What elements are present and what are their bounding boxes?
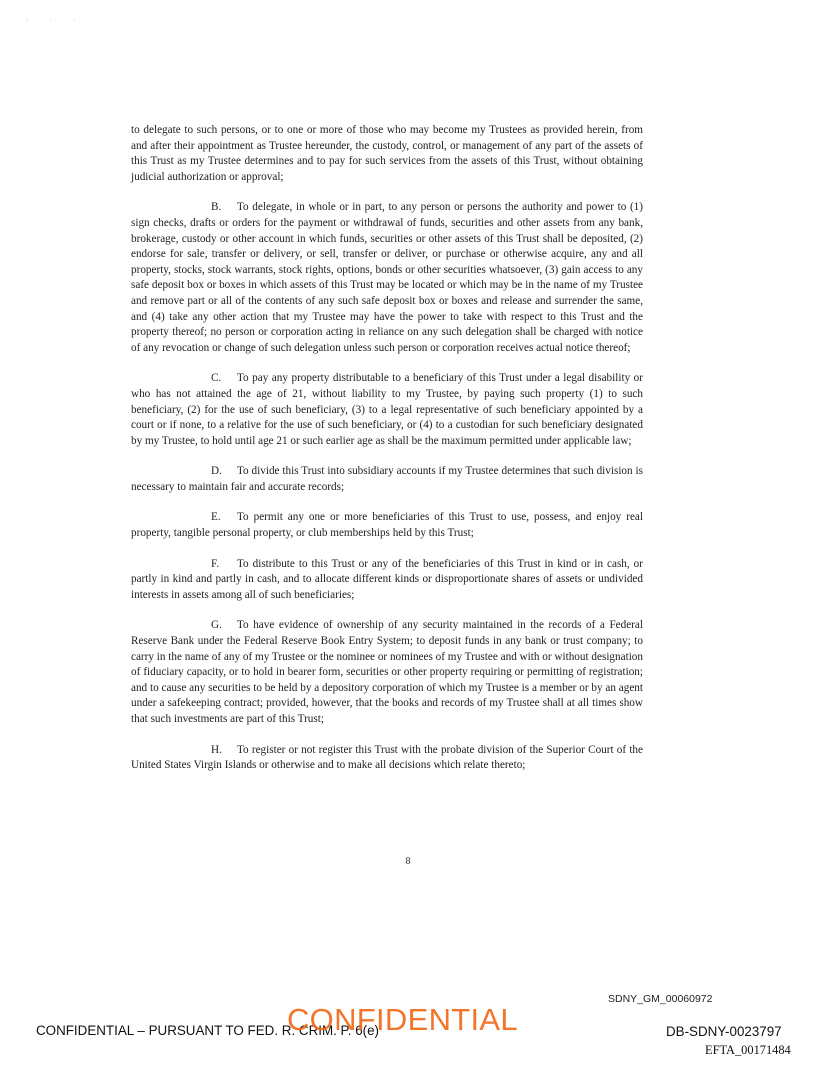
paragraph-e bbox=[131, 510, 643, 541]
paragraph-h bbox=[131, 743, 643, 774]
bates-number-right: DB-SDNY-0023797 bbox=[666, 1024, 782, 1039]
paragraph-b-label: B. bbox=[211, 201, 222, 214]
paragraph-b bbox=[131, 200, 643, 356]
paragraph-b-text: To delegate, in whole or in part, to any person or persons the authority and power to (1) sign checks, drafts or orders for the payment or withdrawal of funds, securities and other assets from any bank, brokerage, custody or other account in which funds, securities or other assets of this Trust shall be deposited, (2) endorse for sale, transfer or delivery, or sell, transfer or deliver, or purchase or otherwise acquire, any and all property, stocks, stock warrants, stock rights, options, bonds or other securities whatsoever, (3) gain access to any safe deposit box or boxes in which assets of this Trust may be located or which may be in the name of my Trustee and remove part or all of the contents of any such safe deposit box or boxes and release and surrender the same, and (4) take any other action that my Trustee may have the power to take with respect to this Trust and the property thereof; no person or corporation acting in reliance on any such delegation shall be charged with notice of any revocation or change of such delegation unless such person or corporation receives actual notice thereof; bbox=[131, 201, 643, 354]
scan-specks: : . . bbox=[26, 16, 86, 23]
paragraph-f bbox=[131, 557, 643, 604]
paragraph-f-text: To distribute to this Trust or any of the beneficiaries of this Trust in kind or in cash, or partly in kind and partly in cash, and to allocate different kinds or disproportionate shares of assets or undivided interests in assets among all of such beneficiaries; bbox=[131, 557, 643, 601]
paragraph-intro: to delegate to such persons, or to one or more of those who may become my Trustees as provided herein, from and after their appointment as Trustee hereunder, the custody, control, or management of any part of the assets of this Trust as my Trustee determines and to pay for such services from the assets of this Trust, without obtaining judicial authorization or approval; bbox=[131, 124, 643, 183]
paragraph-f-label: F. bbox=[211, 557, 220, 570]
paragraph-c bbox=[131, 371, 643, 449]
paragraph-g-text: To have evidence of ownership of any security maintained in the records of a Federal Reserve Bank under the Federal Reserve Book Entry System; to deposit funds in any bank or trust company; to carry in the name of any of my Trustee or the nominee or nominees of my Trustee and with or without designation of fiduciary capacity, or to hold in bearer form, securities or other property requiring or permitting of registration; and to cause any securities to be held by a depository corporation of which my Trustee is a member or by an agent under a safekeeping contract; provided, however, that the books and records of my Trustee shall at all times show that such investments are part of this Trust; bbox=[131, 619, 643, 725]
paragraph-g-label: G. bbox=[211, 619, 222, 632]
efta-number: EFTA_00171484 bbox=[705, 1043, 791, 1057]
paragraph-g bbox=[131, 618, 643, 727]
paragraph-e-text: To permit any one or more beneficiaries of this Trust to use, possess, and enjoy real property, tangible personal property, or club memberships held by this Trust; bbox=[131, 511, 643, 540]
paragraph-c-text: To pay any property distributable to a beneficiary of this Trust under a legal disability or who has not attained the age of 21, without liability to my Trustee, by paying such property (1) to such beneficiary, (2) for the use of such beneficiary, (3) to a legal representative of such beneficiary appointed by a court or if none, to a relative for the use of such beneficiary, or (4) to a custodian for such beneficiary designated by my Trustee, to hold until age 21 or such earlier age as shall be the maximum permitted under applicable law; bbox=[131, 372, 643, 447]
paragraph-h-label: H. bbox=[211, 743, 222, 756]
paragraph-c-label: C. bbox=[211, 372, 222, 385]
document-body bbox=[131, 123, 643, 789]
confidential-notice: CONFIDENTIAL – PURSUANT TO FED. R. CRIM. P. 6(e) bbox=[36, 1023, 380, 1038]
paragraph-d-text: To divide this Trust into subsidiary accounts if my Trustee determines that such division is necessary to maintain fair and accurate records; bbox=[131, 465, 643, 493]
paragraph-e-label: E. bbox=[211, 511, 221, 524]
confidential-stamp: CONFIDENTIAL bbox=[287, 1002, 518, 1037]
paragraph-d bbox=[131, 464, 643, 495]
paragraph-h-text: To register or not register this Trust with the probate division of the Superior Court of the United States Virgin Islands or otherwise and to make all decisions which relate thereto; bbox=[131, 743, 643, 772]
bates-number-top: SDNY_GM_00060972 bbox=[608, 993, 713, 1005]
paragraph-d-label: D. bbox=[211, 465, 222, 478]
page-number: 8 bbox=[405, 856, 411, 867]
